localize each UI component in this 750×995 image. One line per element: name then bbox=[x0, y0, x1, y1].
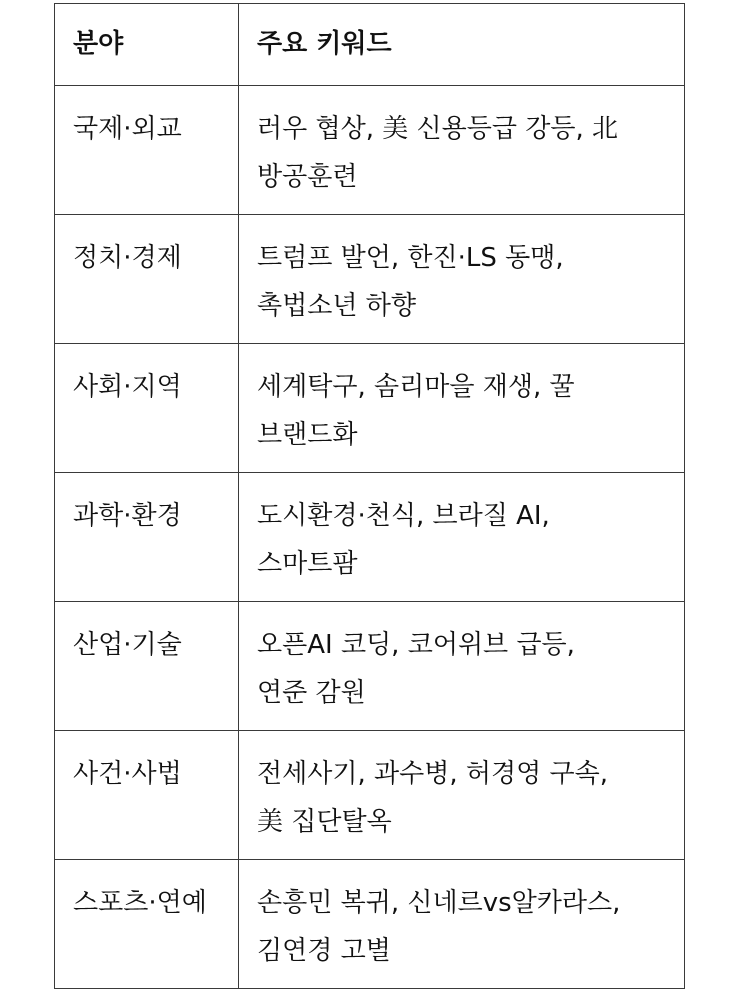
field-cell: 산업·기술 bbox=[55, 602, 239, 731]
table-row bbox=[55, 602, 685, 731]
keywords-line: 전세사기, 과수병, 허경영 구속, bbox=[257, 759, 608, 789]
keywords-line: 손흥민 복귀, 신네르vs알카라스, bbox=[257, 888, 621, 918]
table-header-row bbox=[55, 4, 685, 86]
keywords-cell bbox=[239, 215, 685, 344]
keywords-line: 방공훈련 bbox=[257, 162, 358, 192]
keywords-cell bbox=[239, 473, 685, 602]
keywords-line: 트럼프 발언, 한진·LS 동맹, bbox=[257, 243, 564, 273]
keywords-cell bbox=[239, 860, 685, 989]
keywords-line: 美 집단탈옥 bbox=[257, 807, 392, 837]
table-row bbox=[55, 731, 685, 860]
keywords-cell bbox=[239, 344, 685, 473]
field-cell: 국제·외교 bbox=[55, 86, 239, 215]
field-cell: 사건·사법 bbox=[55, 731, 239, 860]
table-row bbox=[55, 215, 685, 344]
keywords-line: 브랜드화 bbox=[257, 420, 358, 450]
table-row bbox=[55, 344, 685, 473]
keywords-line: 스마트팜 bbox=[257, 549, 358, 579]
keywords-line: 촉법소년 하향 bbox=[257, 291, 416, 321]
keyword-table bbox=[54, 3, 685, 989]
keywords-line: 러우 협상, 美 신용등급 강등, 北 bbox=[257, 114, 619, 144]
keywords-line: 세계탁구, 솜리마을 재생, 꿀 bbox=[257, 372, 575, 402]
field-cell: 사회·지역 bbox=[55, 344, 239, 473]
table-row bbox=[55, 473, 685, 602]
table-row bbox=[55, 860, 685, 989]
keywords-line: 김연경 고별 bbox=[257, 936, 391, 966]
header-field: 분야 bbox=[55, 4, 239, 86]
keywords-line: 도시환경·천식, 브라질 AI, bbox=[257, 501, 550, 531]
field-cell: 스포츠·연예 bbox=[55, 860, 239, 989]
keywords-cell bbox=[239, 731, 685, 860]
header-keywords: 주요 키워드 bbox=[239, 4, 685, 86]
field-cell: 과학·환경 bbox=[55, 473, 239, 602]
keywords-cell bbox=[239, 602, 685, 731]
table-row bbox=[55, 86, 685, 215]
keywords-cell bbox=[239, 86, 685, 215]
keywords-line: 오픈AI 코딩, 코어위브 급등, bbox=[257, 630, 575, 660]
keywords-line: 연준 감원 bbox=[257, 678, 366, 708]
field-cell: 정치·경제 bbox=[55, 215, 239, 344]
